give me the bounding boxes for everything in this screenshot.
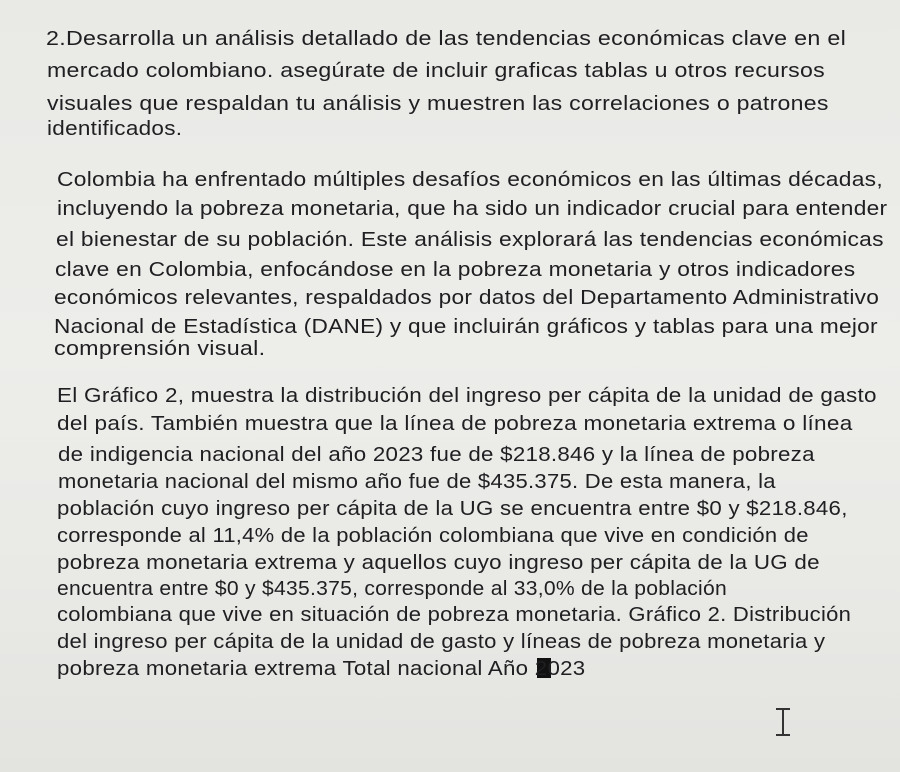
question-line: identificados. <box>47 118 183 140</box>
analysis-line: población cuyo ingreso per cápita de la UG se encuentra entre $0 y $218.846, <box>57 498 848 520</box>
question-line: visuales que respaldan tu análisis y muestren las correlaciones o patrones <box>47 93 829 115</box>
intro-line: económicos relevantes, respaldados por datos del Departamento Administrativo <box>54 287 880 309</box>
analysis-line: de indigencia nacional del año 2023 fue de $218.846 y la línea de pobreza <box>58 444 815 466</box>
analysis-line: El Gráfico 2, muestra la distribución del ingreso per cápita de la unidad de gasto <box>57 385 877 407</box>
analysis-line: monetaria nacional del mismo año fue de $435.375. De esta manera, la <box>58 471 776 493</box>
analysis-last-line-wrap <box>57 657 586 681</box>
intro-line: incluyendo la pobreza monetaria, que ha sido un indicador crucial para entender <box>57 198 888 220</box>
question-line: mercado colombiano. asegúrate de incluir graficas tablas u otros recursos <box>47 60 826 82</box>
analysis-line: encuentra entre $0 y $435.375, corresponde al 33,0% de la población <box>57 578 727 600</box>
analysis-line: pobreza monetaria extrema y aquellos cuyo ingreso per cápita de la UG de <box>57 552 820 574</box>
mouse-ibeam-cursor-icon <box>775 707 791 737</box>
question-line: 2.Desarrolla un análisis detallado de las tendencias económicas clave en el <box>46 28 847 50</box>
intro-line: clave en Colombia, enfocándose en la pobreza monetaria y otros indicadores <box>55 259 856 281</box>
intro-line: Colombia ha enfrentado múltiples desafíos económicos en las últimas décadas, <box>57 169 883 191</box>
analysis-line: pobreza monetaria extrema Total nacional Año 2023 <box>57 658 586 680</box>
analysis-line: del ingreso per cápita de la unidad de gasto y líneas de pobreza monetaria y <box>57 631 826 653</box>
intro-line: comprensión visual. <box>54 338 266 360</box>
intro-line: Nacional de Estadística (DANE) y que incluirán gráficos y tablas para una mejor <box>54 316 878 338</box>
analysis-line: corresponde al 11,4% de la población colombiana que vive en condición de <box>57 525 809 547</box>
analysis-line: del país. También muestra que la línea de pobreza monetaria extrema o línea <box>57 413 853 435</box>
analysis-line: colombiana que vive en situación de pobreza monetaria. Gráfico 2. Distribución <box>57 604 852 626</box>
intro-line: el bienestar de su población. Este análisis explorará las tendencias económicas <box>56 229 884 251</box>
